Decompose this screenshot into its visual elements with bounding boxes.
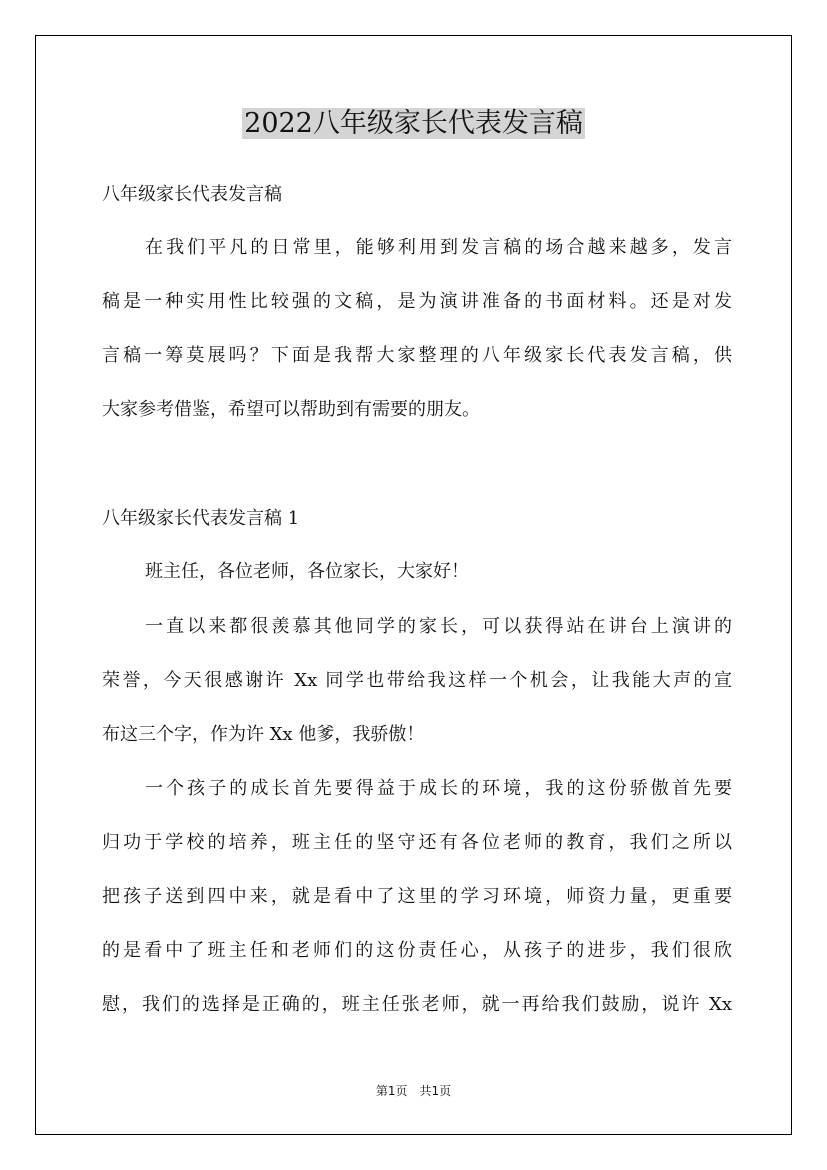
intro-line: 在我们平凡的日常里，能够利用到发言稿的场合越来越多，发言 — [145, 237, 732, 258]
page-number: 第1页 共1页 — [375, 1084, 452, 1098]
paragraph-line: 的是看中了班主任和老师们的这份责任心，从孩子的进步，我们很欣 — [102, 940, 732, 961]
paragraph-line: 布这三个字，作为许 Xx 他爹，我骄傲！ — [102, 724, 425, 745]
document-title: 2022八年级家长代表发言稿 — [244, 108, 583, 139]
paragraph-line: 把孩子送到四中来，就是看中了这里的学习环境，师资力量，更重要 — [102, 886, 732, 907]
paragraph-line: 慰，我们的选择是正确的，班主任张老师，就一再给我们鼓励，说许 Xx — [102, 994, 732, 1015]
section-heading: 八年级家长代表发言稿 1 — [102, 508, 300, 529]
paragraph-line: 一个孩子的成长首先要得益于成长的环境，我的这份骄傲首先要 — [145, 778, 732, 799]
greeting: 班主任，各位老师，各位家长，大家好！ — [145, 561, 469, 582]
paragraph-line: 一直以来都很羡慕其他同学的家长，可以获得站在讲台上演讲的 — [145, 616, 732, 637]
intro-line: 言稿一筹莫展吗？下面是我帮大家整理的八年级家长代表发言稿，供 — [102, 345, 732, 366]
intro-line: 大家参考借鉴，希望可以帮助到有需要的朋友。 — [102, 399, 480, 420]
intro-line: 稿是一种实用性比较强的文稿，是为演讲准备的书面材料。还是对发 — [102, 291, 732, 312]
document-subtitle: 八年级家长代表发言稿 — [102, 184, 282, 205]
paragraph-line: 归功于学校的培养，班主任的坚守还有各位老师的教育，我们之所以 — [102, 832, 732, 853]
paragraph-line: 荣誉，今天很感谢许 Xx 同学也带给我这样一个机会，让我能大声的宣 — [102, 670, 732, 691]
